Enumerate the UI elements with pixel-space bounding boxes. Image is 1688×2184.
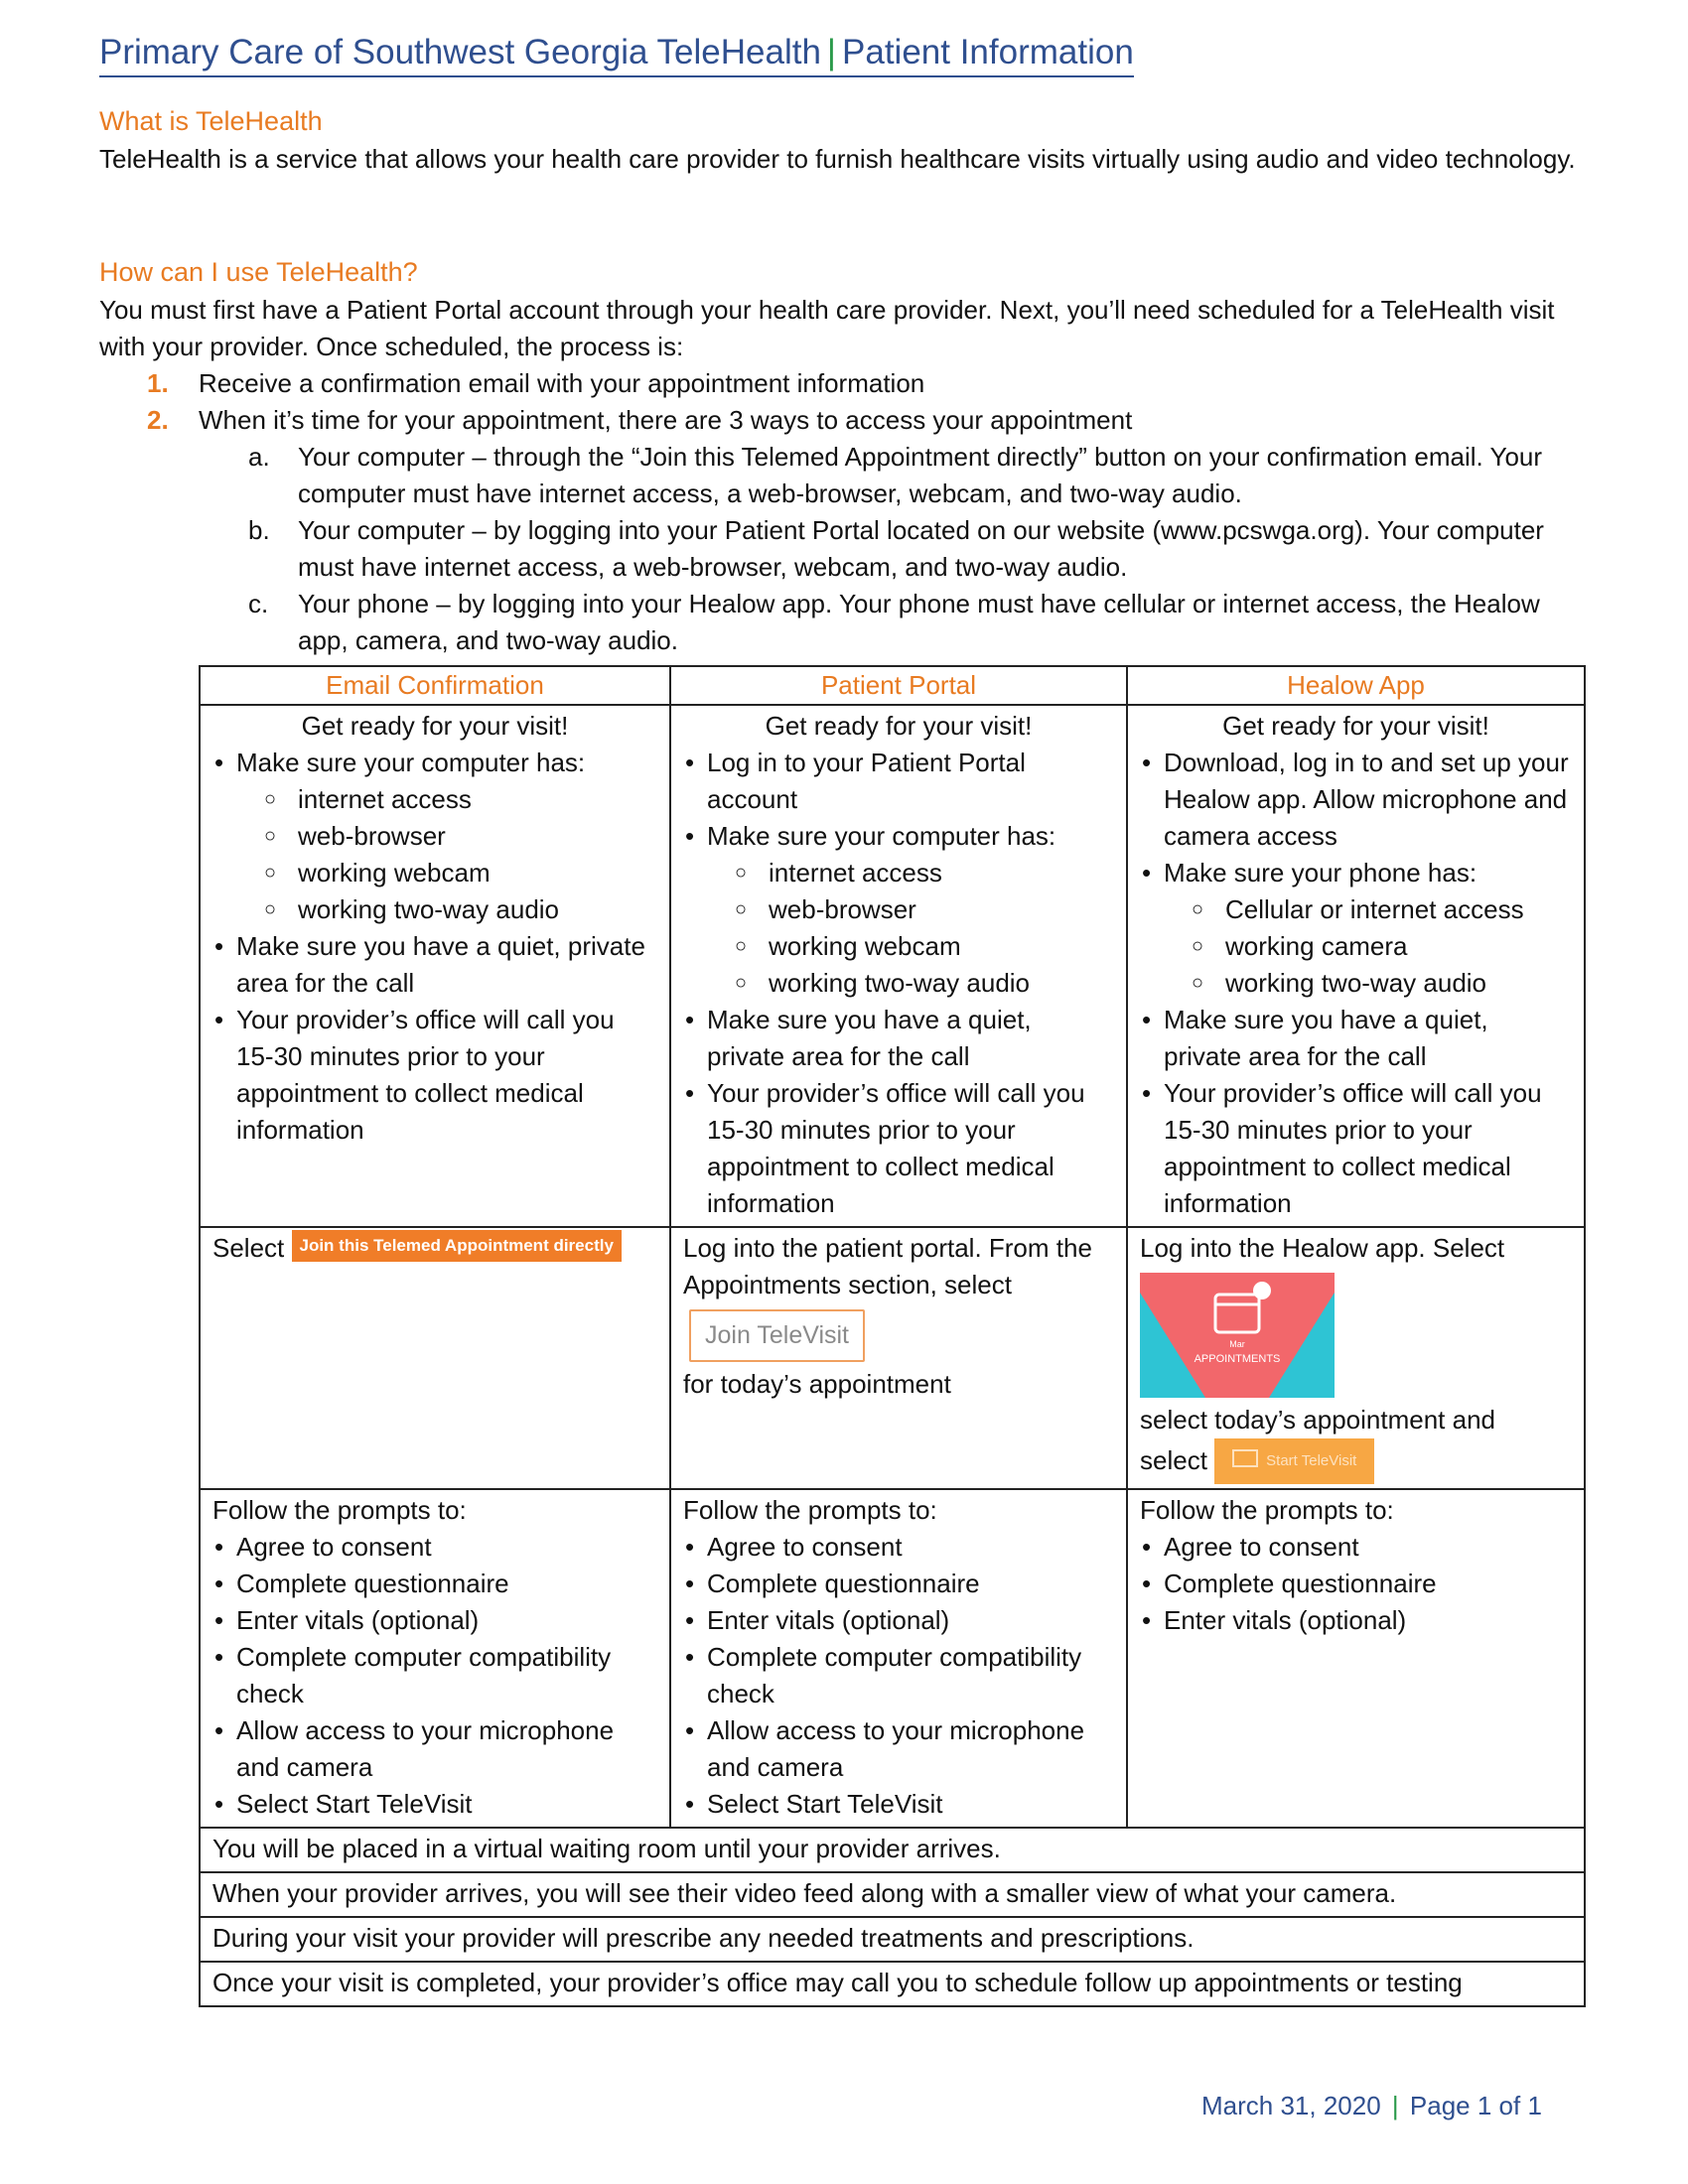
list-item: • Complete questionnaire bbox=[707, 1566, 1114, 1602]
table-row bbox=[200, 1227, 1585, 1489]
steps-list bbox=[99, 365, 1589, 659]
table-cell bbox=[670, 1489, 1127, 1828]
list-item: • Enter vitals (optional) bbox=[1164, 1602, 1572, 1639]
list-item: ○ working two-way audio bbox=[1225, 965, 1572, 1002]
sub-list bbox=[236, 781, 657, 928]
list-item: • Make sure you have a quiet, private area for the call bbox=[707, 1002, 1114, 1075]
substep-text: Your computer – by logging into your Patient Portal located on our website (www.pcswga.org). Your computer must have internet access, a web-browser, webcam, and two-way audio. bbox=[298, 515, 1544, 582]
waiting-room-row: You will be placed in a virtual waiting room until your provider arrives. bbox=[200, 1828, 1585, 1872]
page-footer bbox=[1201, 2091, 1542, 2121]
table-cell bbox=[200, 1227, 670, 1489]
bullet-list bbox=[212, 745, 657, 1149]
list-item: ○ internet access bbox=[769, 855, 1114, 891]
sub-list bbox=[707, 855, 1114, 1002]
list-item: • Agree to consent bbox=[1164, 1529, 1572, 1566]
column-header: Healow App bbox=[1127, 666, 1585, 705]
table-row bbox=[200, 1828, 1585, 1872]
video-camera-icon bbox=[1232, 1449, 1258, 1467]
how-heading: How can I use TeleHealth? bbox=[99, 257, 418, 287]
sub-list bbox=[1164, 891, 1572, 1002]
title-separator: | bbox=[826, 33, 837, 71]
list-item-text: Make sure your computer has: bbox=[236, 748, 586, 777]
table-header-row bbox=[200, 666, 1585, 705]
during-visit-row: During your visit your provider will prescribe any needed treatments and prescriptions. bbox=[200, 1917, 1585, 1962]
step-number: 2. bbox=[147, 405, 169, 435]
list-item: • Enter vitals (optional) bbox=[707, 1602, 1114, 1639]
list-item: • Make sure you have a quiet, private area for the call bbox=[236, 928, 657, 1002]
step-text: When it’s time for your appointment, there are 3 ways to access your appointment bbox=[199, 405, 1133, 435]
what-body: TeleHealth is a service that allows your health care provider to furnish healthcare visits virtually using audio and video technology. bbox=[99, 144, 1576, 174]
table-cell bbox=[1127, 705, 1585, 1227]
list-item: • Your provider’s office will call you 15-30 minutes prior to your appointment to collect medical information bbox=[707, 1075, 1114, 1222]
bullet-list bbox=[212, 1529, 657, 1823]
substep-letter: b. bbox=[248, 515, 270, 545]
prompts-intro: Follow the prompts to: bbox=[683, 1495, 937, 1525]
access-methods-table bbox=[199, 665, 1586, 2007]
list-item: • Complete computer compatibility check bbox=[236, 1639, 657, 1712]
list-item: • Agree to consent bbox=[707, 1529, 1114, 1566]
column-header: Email Confirmation bbox=[200, 666, 670, 705]
substep-letter: a. bbox=[248, 442, 270, 472]
substep-text: Your phone – by logging into your Healow app. Your phone must have cellular or internet access, the Healow app, camera, and two-way audio. bbox=[298, 589, 1540, 655]
start-televisit-label: Start TeleVisit bbox=[1266, 1452, 1357, 1469]
substep-text: Your computer – through the “Join this Telemed Appointment directly” button on your confirmation email. Your computer must have internet access, a web-browser, webcam, and two-way audio. bbox=[298, 442, 1543, 508]
bullet-list bbox=[1140, 1529, 1572, 1639]
table-cell bbox=[670, 1227, 1127, 1489]
list-item: ○ working webcam bbox=[298, 855, 657, 891]
list-item bbox=[236, 745, 657, 928]
page-number: Page 1 of 1 bbox=[1409, 2091, 1542, 2120]
list-item bbox=[99, 439, 1589, 512]
table-row bbox=[200, 1489, 1585, 1828]
visit-completed-row: Once your visit is completed, your provider’s office may call you to schedule follow up appointments or testing bbox=[200, 1962, 1585, 2006]
list-item: • Complete computer compatibility check bbox=[707, 1639, 1114, 1712]
icon-date: Mar bbox=[1229, 1339, 1245, 1349]
icon-label: APPOINTMENTS bbox=[1194, 1353, 1281, 1365]
list-item: ○ internet access bbox=[298, 781, 657, 818]
page-title bbox=[99, 30, 1134, 77]
table-cell bbox=[200, 705, 670, 1227]
what-heading: What is TeleHealth bbox=[99, 106, 323, 136]
step-text: Receive a confirmation email with your appointment information bbox=[199, 368, 925, 398]
healow-today-text: select today’s appointment and bbox=[1140, 1405, 1495, 1434]
substep-letter: c. bbox=[248, 589, 269, 618]
start-televisit-button[interactable] bbox=[1214, 1438, 1374, 1484]
bullet-list bbox=[683, 1529, 1114, 1823]
list-item-text: Make sure your computer has: bbox=[707, 821, 1056, 851]
table-row bbox=[200, 1872, 1585, 1917]
select-label: Select bbox=[212, 1233, 285, 1263]
list-item: ○ working camera bbox=[1225, 928, 1572, 965]
list-item bbox=[1164, 855, 1572, 1002]
list-item: • Allow access to your microphone and camera bbox=[707, 1712, 1114, 1786]
join-telemed-button[interactable]: Join this Telemed Appointment directly bbox=[292, 1230, 622, 1262]
bullet-list bbox=[1140, 745, 1572, 1222]
list-item: ○ working webcam bbox=[769, 928, 1114, 965]
prompts-intro: Follow the prompts to: bbox=[1140, 1495, 1394, 1525]
table-row bbox=[200, 705, 1585, 1227]
how-body: You must first have a Patient Portal account through your health care provider. Next, you’ll need scheduled for a TeleHealth visit with your provider. Once scheduled, the process is: bbox=[99, 295, 1555, 361]
step-number: 1. bbox=[147, 368, 169, 398]
portal-login-text: Log into the patient portal. From the Appointments section, select bbox=[683, 1233, 1092, 1299]
ready-heading: Get ready for your visit! bbox=[301, 711, 569, 741]
table-cell bbox=[670, 705, 1127, 1227]
prompts-intro: Follow the prompts to: bbox=[212, 1495, 467, 1525]
ready-heading: Get ready for your visit! bbox=[765, 711, 1033, 741]
provider-arrives-row: When your provider arrives, you will see their video feed along with a smaller view of what your camera. bbox=[200, 1872, 1585, 1917]
list-item: • Agree to consent bbox=[236, 1529, 657, 1566]
list-item: • Complete questionnaire bbox=[1164, 1566, 1572, 1602]
list-item bbox=[99, 586, 1589, 659]
list-item-text: Make sure your phone has: bbox=[1164, 858, 1477, 887]
list-item: ○ working two-way audio bbox=[769, 965, 1114, 1002]
list-item: ○ web-browser bbox=[298, 818, 657, 855]
table-row bbox=[200, 1917, 1585, 1962]
footer-separator: | bbox=[1391, 2091, 1399, 2120]
list-item: • Your provider’s office will call you 15-30 minutes prior to your appointment to collect medical information bbox=[236, 1002, 657, 1149]
table-row bbox=[200, 1962, 1585, 2006]
healow-login-text: Log into the Healow app. Select bbox=[1140, 1233, 1505, 1263]
list-item bbox=[99, 512, 1589, 586]
list-item: • Enter vitals (optional) bbox=[236, 1602, 657, 1639]
list-item: ○ working two-way audio bbox=[298, 891, 657, 928]
list-item: • Allow access to your microphone and camera bbox=[236, 1712, 657, 1786]
list-item bbox=[99, 402, 1589, 439]
list-item: • Select Start TeleVisit bbox=[236, 1786, 657, 1823]
list-item: ○ web-browser bbox=[769, 891, 1114, 928]
list-item bbox=[707, 818, 1114, 1002]
list-item: • Log in to your Patient Portal account bbox=[707, 745, 1114, 818]
column-header: Patient Portal bbox=[670, 666, 1127, 705]
footer-date: March 31, 2020 bbox=[1201, 2091, 1381, 2120]
portal-today-text: for today’s appointment bbox=[683, 1369, 951, 1399]
join-televisit-button[interactable]: Join TeleVisit bbox=[689, 1309, 865, 1362]
table-cell bbox=[1127, 1489, 1585, 1828]
title-sub: Patient Information bbox=[842, 33, 1134, 71]
list-item: • Download, log in to and set up your Healow app. Allow microphone and camera access bbox=[1164, 745, 1572, 855]
list-item: ○ Cellular or internet access bbox=[1225, 891, 1572, 928]
select-label: select bbox=[1140, 1445, 1207, 1475]
appointments-icon[interactable] bbox=[1140, 1273, 1335, 1398]
list-item: • Make sure you have a quiet, private area for the call bbox=[1164, 1002, 1572, 1075]
list-item: • Select Start TeleVisit bbox=[707, 1786, 1114, 1823]
list-item: • Your provider’s office will call you 15-30 minutes prior to your appointment to collect medical information bbox=[1164, 1075, 1572, 1222]
title-main: Primary Care of Southwest Georgia TeleHealth bbox=[99, 33, 821, 71]
table-cell bbox=[200, 1489, 670, 1828]
table-cell bbox=[1127, 1227, 1585, 1489]
ready-heading: Get ready for your visit! bbox=[1222, 711, 1489, 741]
bullet-list bbox=[683, 745, 1114, 1222]
list-item: • Complete questionnaire bbox=[236, 1566, 657, 1602]
list-item bbox=[99, 365, 1589, 402]
